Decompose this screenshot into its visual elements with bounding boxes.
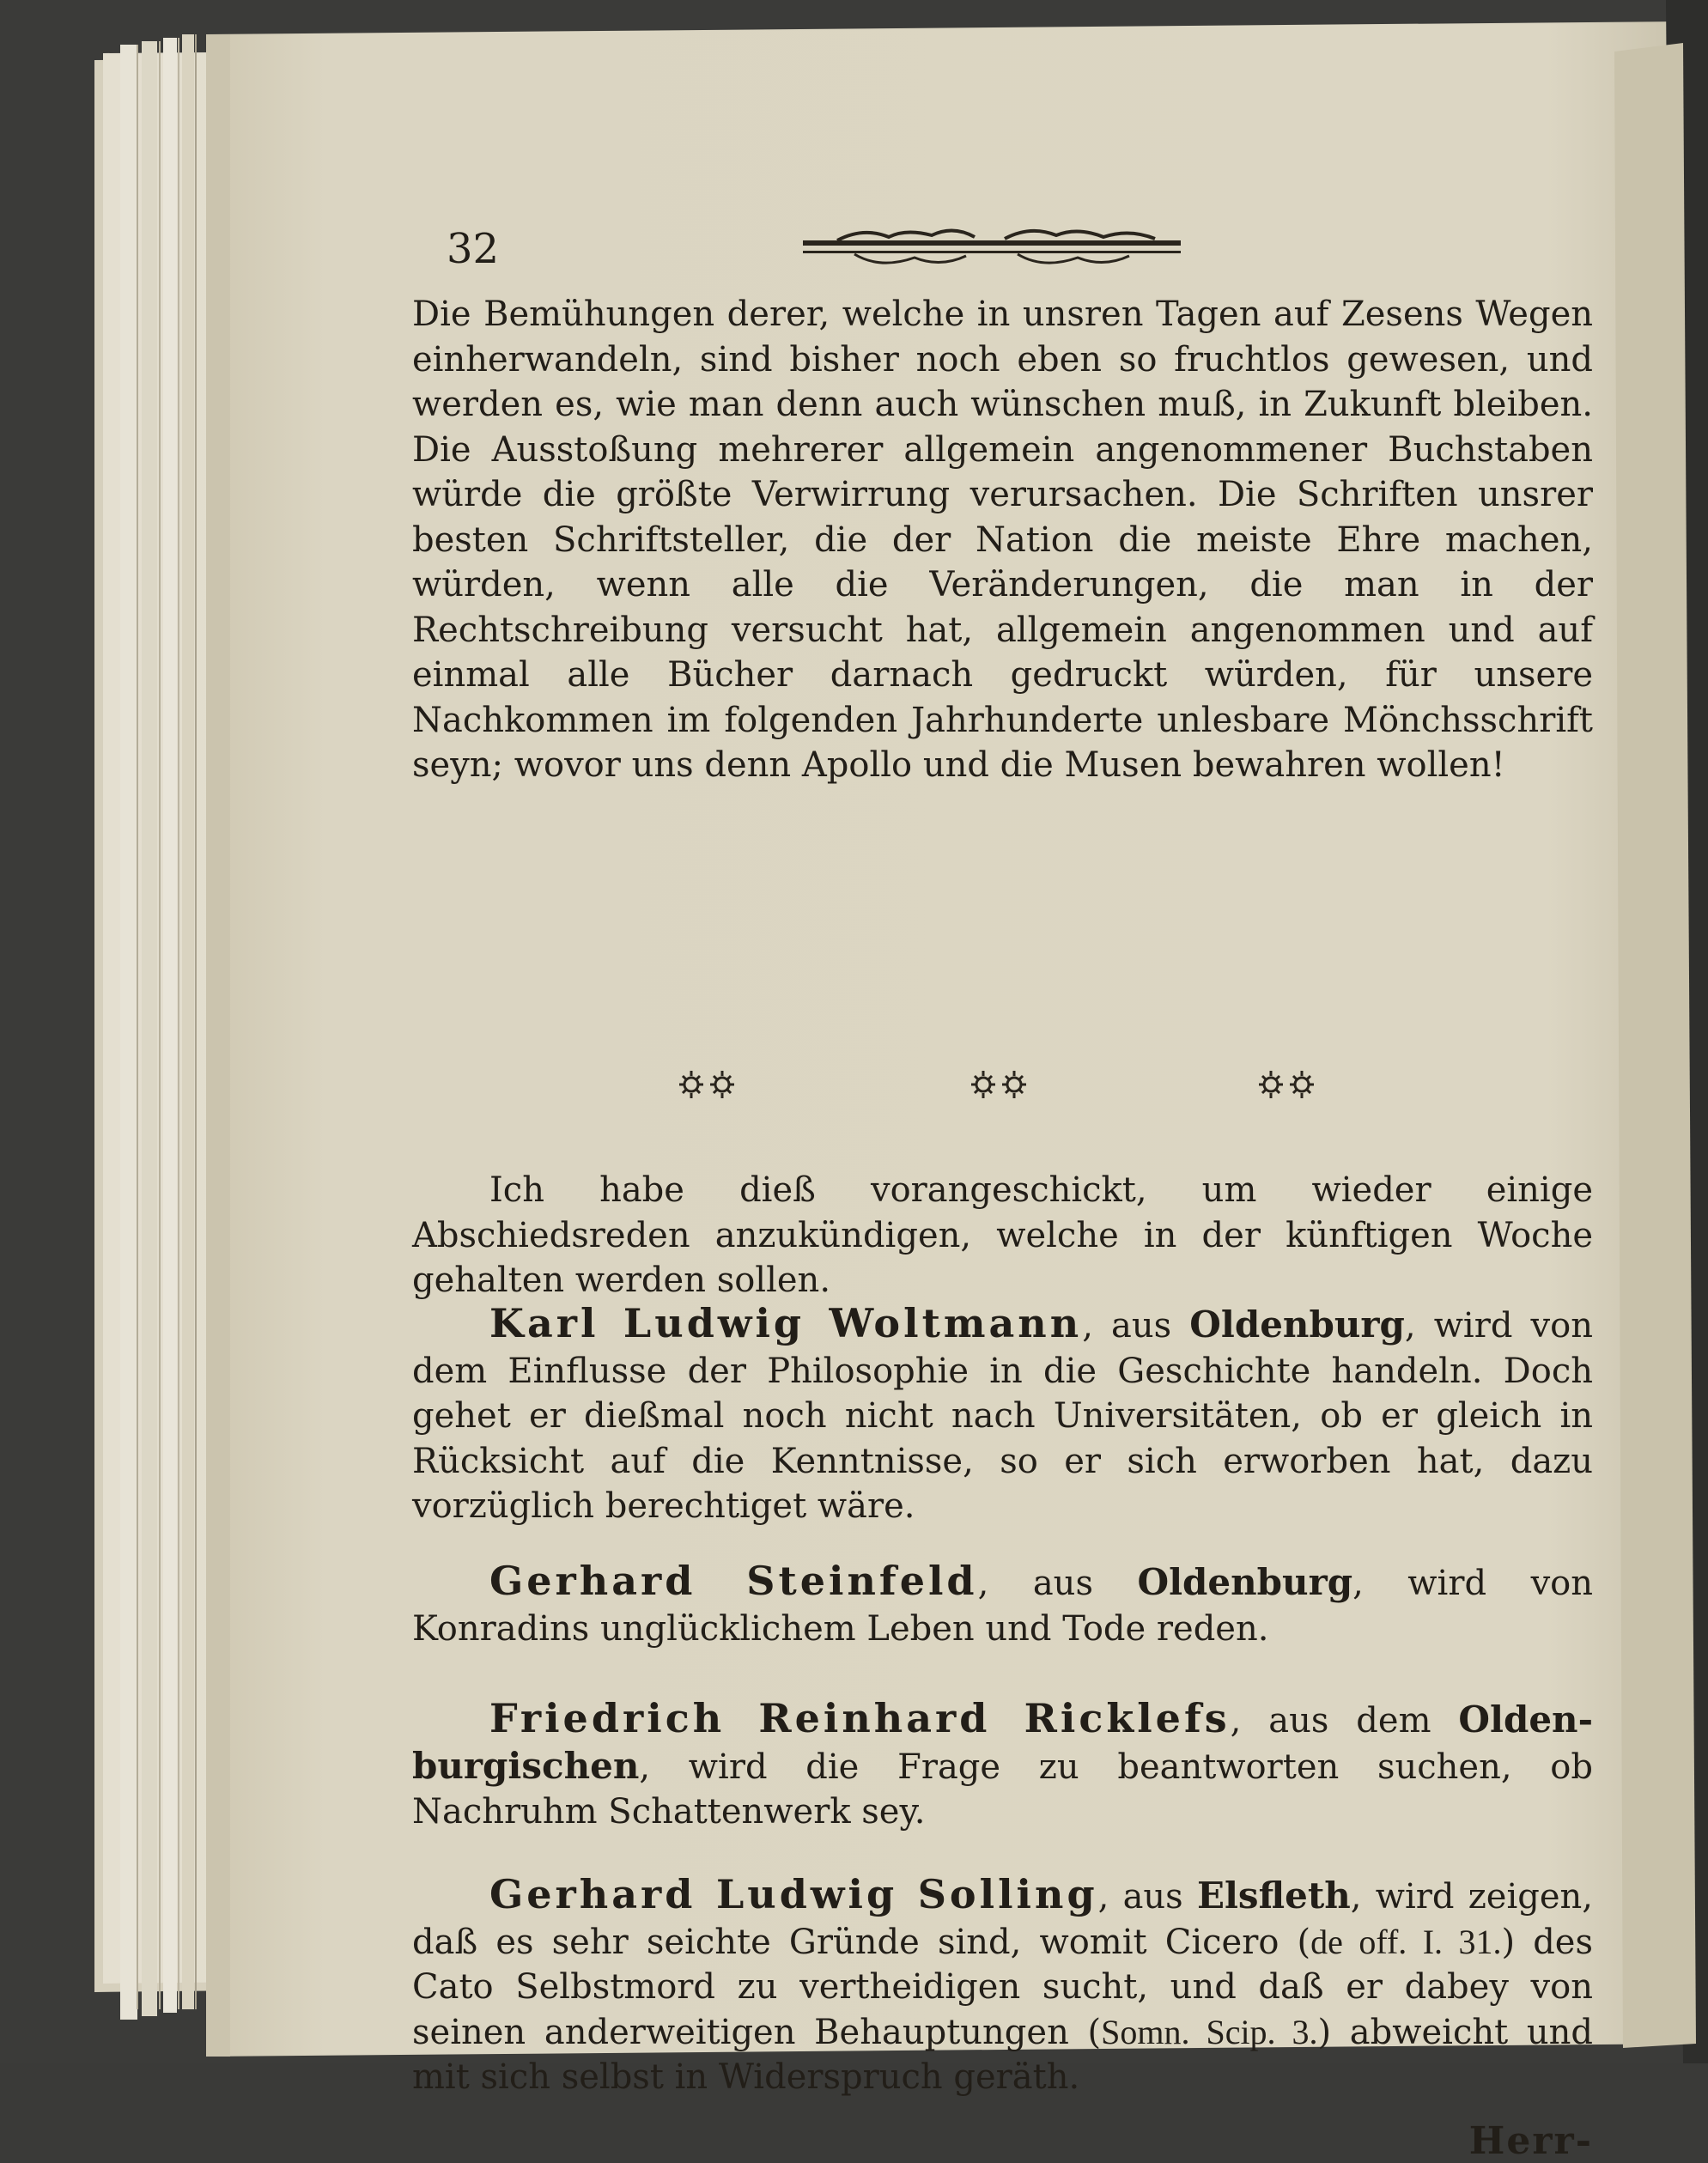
entry-steinfeld: Gerhard Steinfeld, aus Oldenburg, wird von Konradins unglücklichem Leben und Tode reden. bbox=[412, 1558, 1594, 1649]
speaker-name: Gerhard Steinfeld bbox=[489, 1558, 978, 1604]
speaker-origin: Oldenburgischen bbox=[412, 1698, 1594, 1787]
speaker-name: Karl Ludwig Woltmann bbox=[489, 1300, 1083, 1346]
catchword: Herr- bbox=[1468, 2119, 1593, 2163]
speaker-origin: Oldenburg bbox=[1189, 1303, 1405, 1346]
entry-woltmann: Karl Ludwig Woltmann, aus Oldenburg, wird von dem Einflusse der Philosophie in die Geschichte handeln. Doch gehet er dießmal noch nicht nach Universitäten, ob er gleich in Rücksicht auf die Kenntnisse, so er sich erworben hat, dazu vorzüglich berechtiget wäre. bbox=[412, 1300, 1593, 1526]
paragraph-orthography: Die Bemühungen derer, welche in unsren Tagen auf Zesens Wegen einherwandeln, sind bisher noch eben so fruchtlos gewesen, und werden es, wie man denn auch wünschen muß, in Zukunft bleiben. Die Ausstoßung mehrerer allgemein angenommener Buchstaben würde die größte Verwirrung verursachen. Die Schriften unsrer besten Schriftsteller, die der Nation die meiste Ehre machen, würden, wenn alle die Veränderungen, die man in der Rechtschreibung versucht hat, allgemein angenommen und auf einmal alle Bücher darnach gedruckt würden, für unsere Nachkommen im folgenden Jahrhunderte unlesbare Mönchsschrift seyn; wovor uns denn Apollo und die Musen bewahren wollen! bbox=[412, 295, 1593, 785]
speaker-origin: Elsfleth bbox=[1196, 1874, 1351, 1917]
speaker-name: Friedrich Reinhard Ricklefs bbox=[489, 1695, 1231, 1741]
entry-solling: Gerhard Ludwig Solling, aus Elsfleth, wird zeigen, daß es sehr seichte Gründe sind, womit Cicero (de off. I. 31.) des Cato Selbstmord zu vertheidigen sucht, und daß er dabey von seinen anderweitigen Behauptungen (Somn. Scip. 3.) abweicht und mit sich selbst in Widerspruch geräth. bbox=[412, 1871, 1594, 2097]
speaker-name: Gerhard Ludwig Solling bbox=[489, 1871, 1098, 1917]
decorative-head-ornament bbox=[803, 225, 1181, 275]
paragraph-announcement: Ich habe dieß vorangeschickt, um wieder einige Abschiedsreden anzukündigen, welche in der künftigen Woche gehalten werden sollen. bbox=[412, 1170, 1593, 1300]
page-body bbox=[412, 283, 1594, 2163]
page-number: 32 bbox=[447, 225, 500, 273]
entry-ricklefs: Friedrich Reinhard Ricklefs, aus dem Oldenburgischen, wird die Frage zu beantworten suchen, ob Nachruhm Schattenwerk sey. bbox=[412, 1695, 1594, 1832]
speaker-origin: Oldenburg bbox=[1137, 1561, 1353, 1603]
star-ornament bbox=[674, 1063, 743, 1106]
star-ornament bbox=[1254, 1063, 1322, 1106]
latin-citation: Somn. Scip. 3. bbox=[1101, 2012, 1318, 2051]
section-divider bbox=[412, 1063, 1593, 1115]
star-ornament bbox=[966, 1063, 1035, 1106]
latin-citation: de off. I. 31. bbox=[1310, 1922, 1502, 1961]
